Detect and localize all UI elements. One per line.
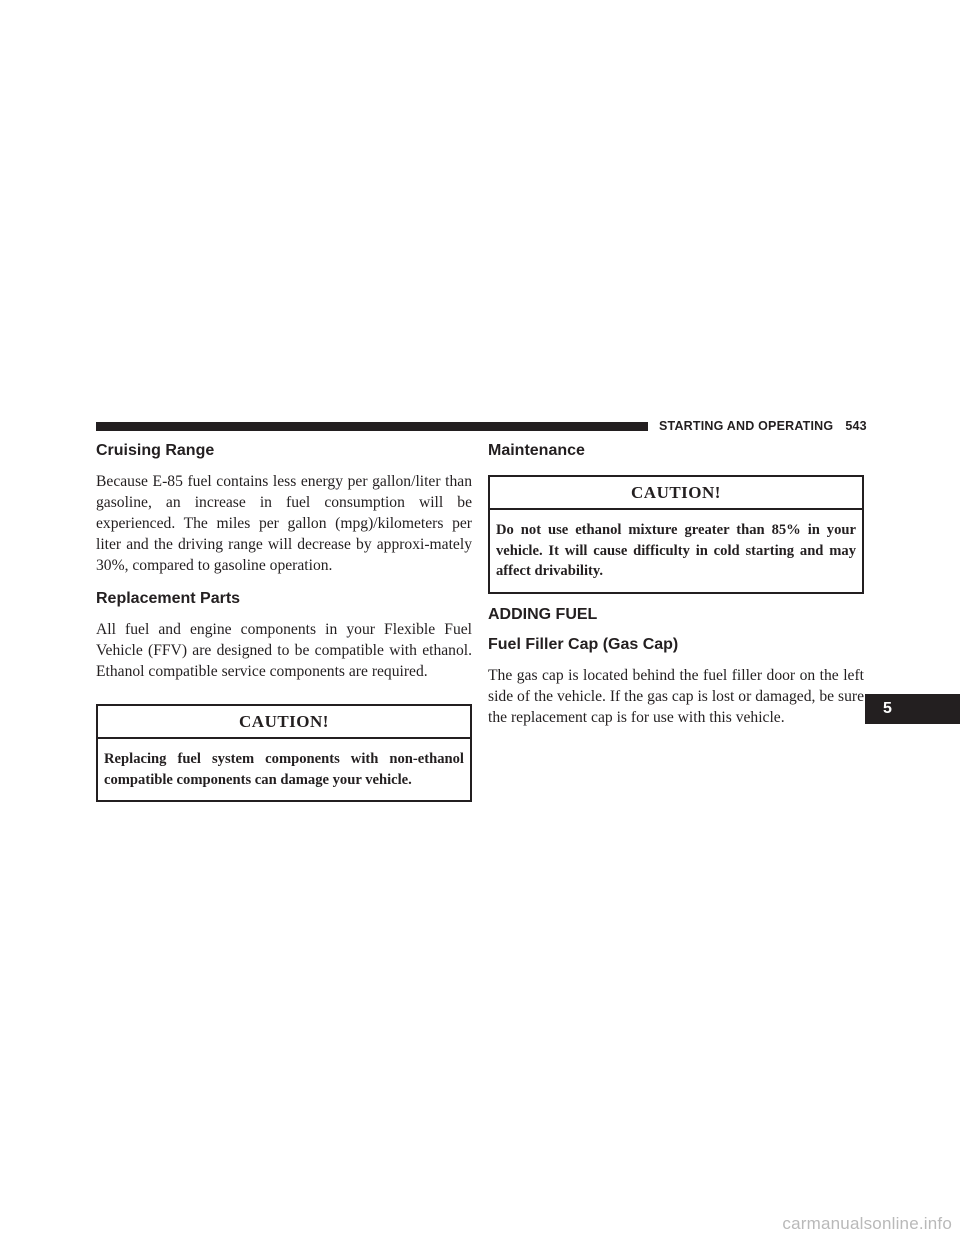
fuel-filler-cap-heading: Fuel Filler Cap (Gas Cap) <box>488 635 679 653</box>
chapter-number: 5 <box>883 700 892 717</box>
caution-box-ethanol-mixture <box>488 475 864 594</box>
watermark-text: carmanualsonline.info <box>782 1214 952 1233</box>
section-title: STARTING AND OPERATING <box>659 419 834 433</box>
running-header <box>659 419 867 433</box>
cruising-range-paragraph: Because E-85 fuel contains less energy per gallon/liter than gasoline, an increase in fuel consumption will be experienced. The miles per gallon (mpg)/kilometers per liter and the driving range will decrease by approxi-mately 30%, compared to gasoline operation. <box>96 473 472 574</box>
maintenance-heading: Maintenance <box>488 442 585 459</box>
page-number: 543 <box>845 419 867 433</box>
caution-box-fuel-components <box>96 704 472 802</box>
caution-title: CAUTION! <box>98 706 470 739</box>
replacement-parts-heading: Replacement Parts <box>96 590 241 607</box>
fuel-filler-cap-paragraph: The gas cap is located behind the fuel filler door on the left side of the vehicle. If the gas cap is lost or damaged, be sure the replacement cap is for use with this vehicle. <box>488 666 864 726</box>
header-rule <box>96 422 648 431</box>
right-column <box>488 441 864 728</box>
replacement-parts-paragraph: All fuel and engine components in your Flexible Fuel Vehicle (FFV) are designed to be compatible with ethanol. Ethanol compatible service components are required. <box>96 621 472 680</box>
caution-text: Replacing fuel system components with non-ethanol compatible components can damage your vehicle. <box>104 751 464 788</box>
adding-fuel-heading: ADDING FUEL <box>488 605 598 623</box>
cruising-range-heading: Cruising Range <box>96 442 215 459</box>
caution-text: Do not use ethanol mixture greater than 85% in your vehicle. It will cause difficulty in cold starting and may affect drivability. <box>496 522 856 579</box>
left-column <box>96 441 472 802</box>
caution-title: CAUTION! <box>490 477 862 510</box>
chapter-tab <box>865 694 960 724</box>
